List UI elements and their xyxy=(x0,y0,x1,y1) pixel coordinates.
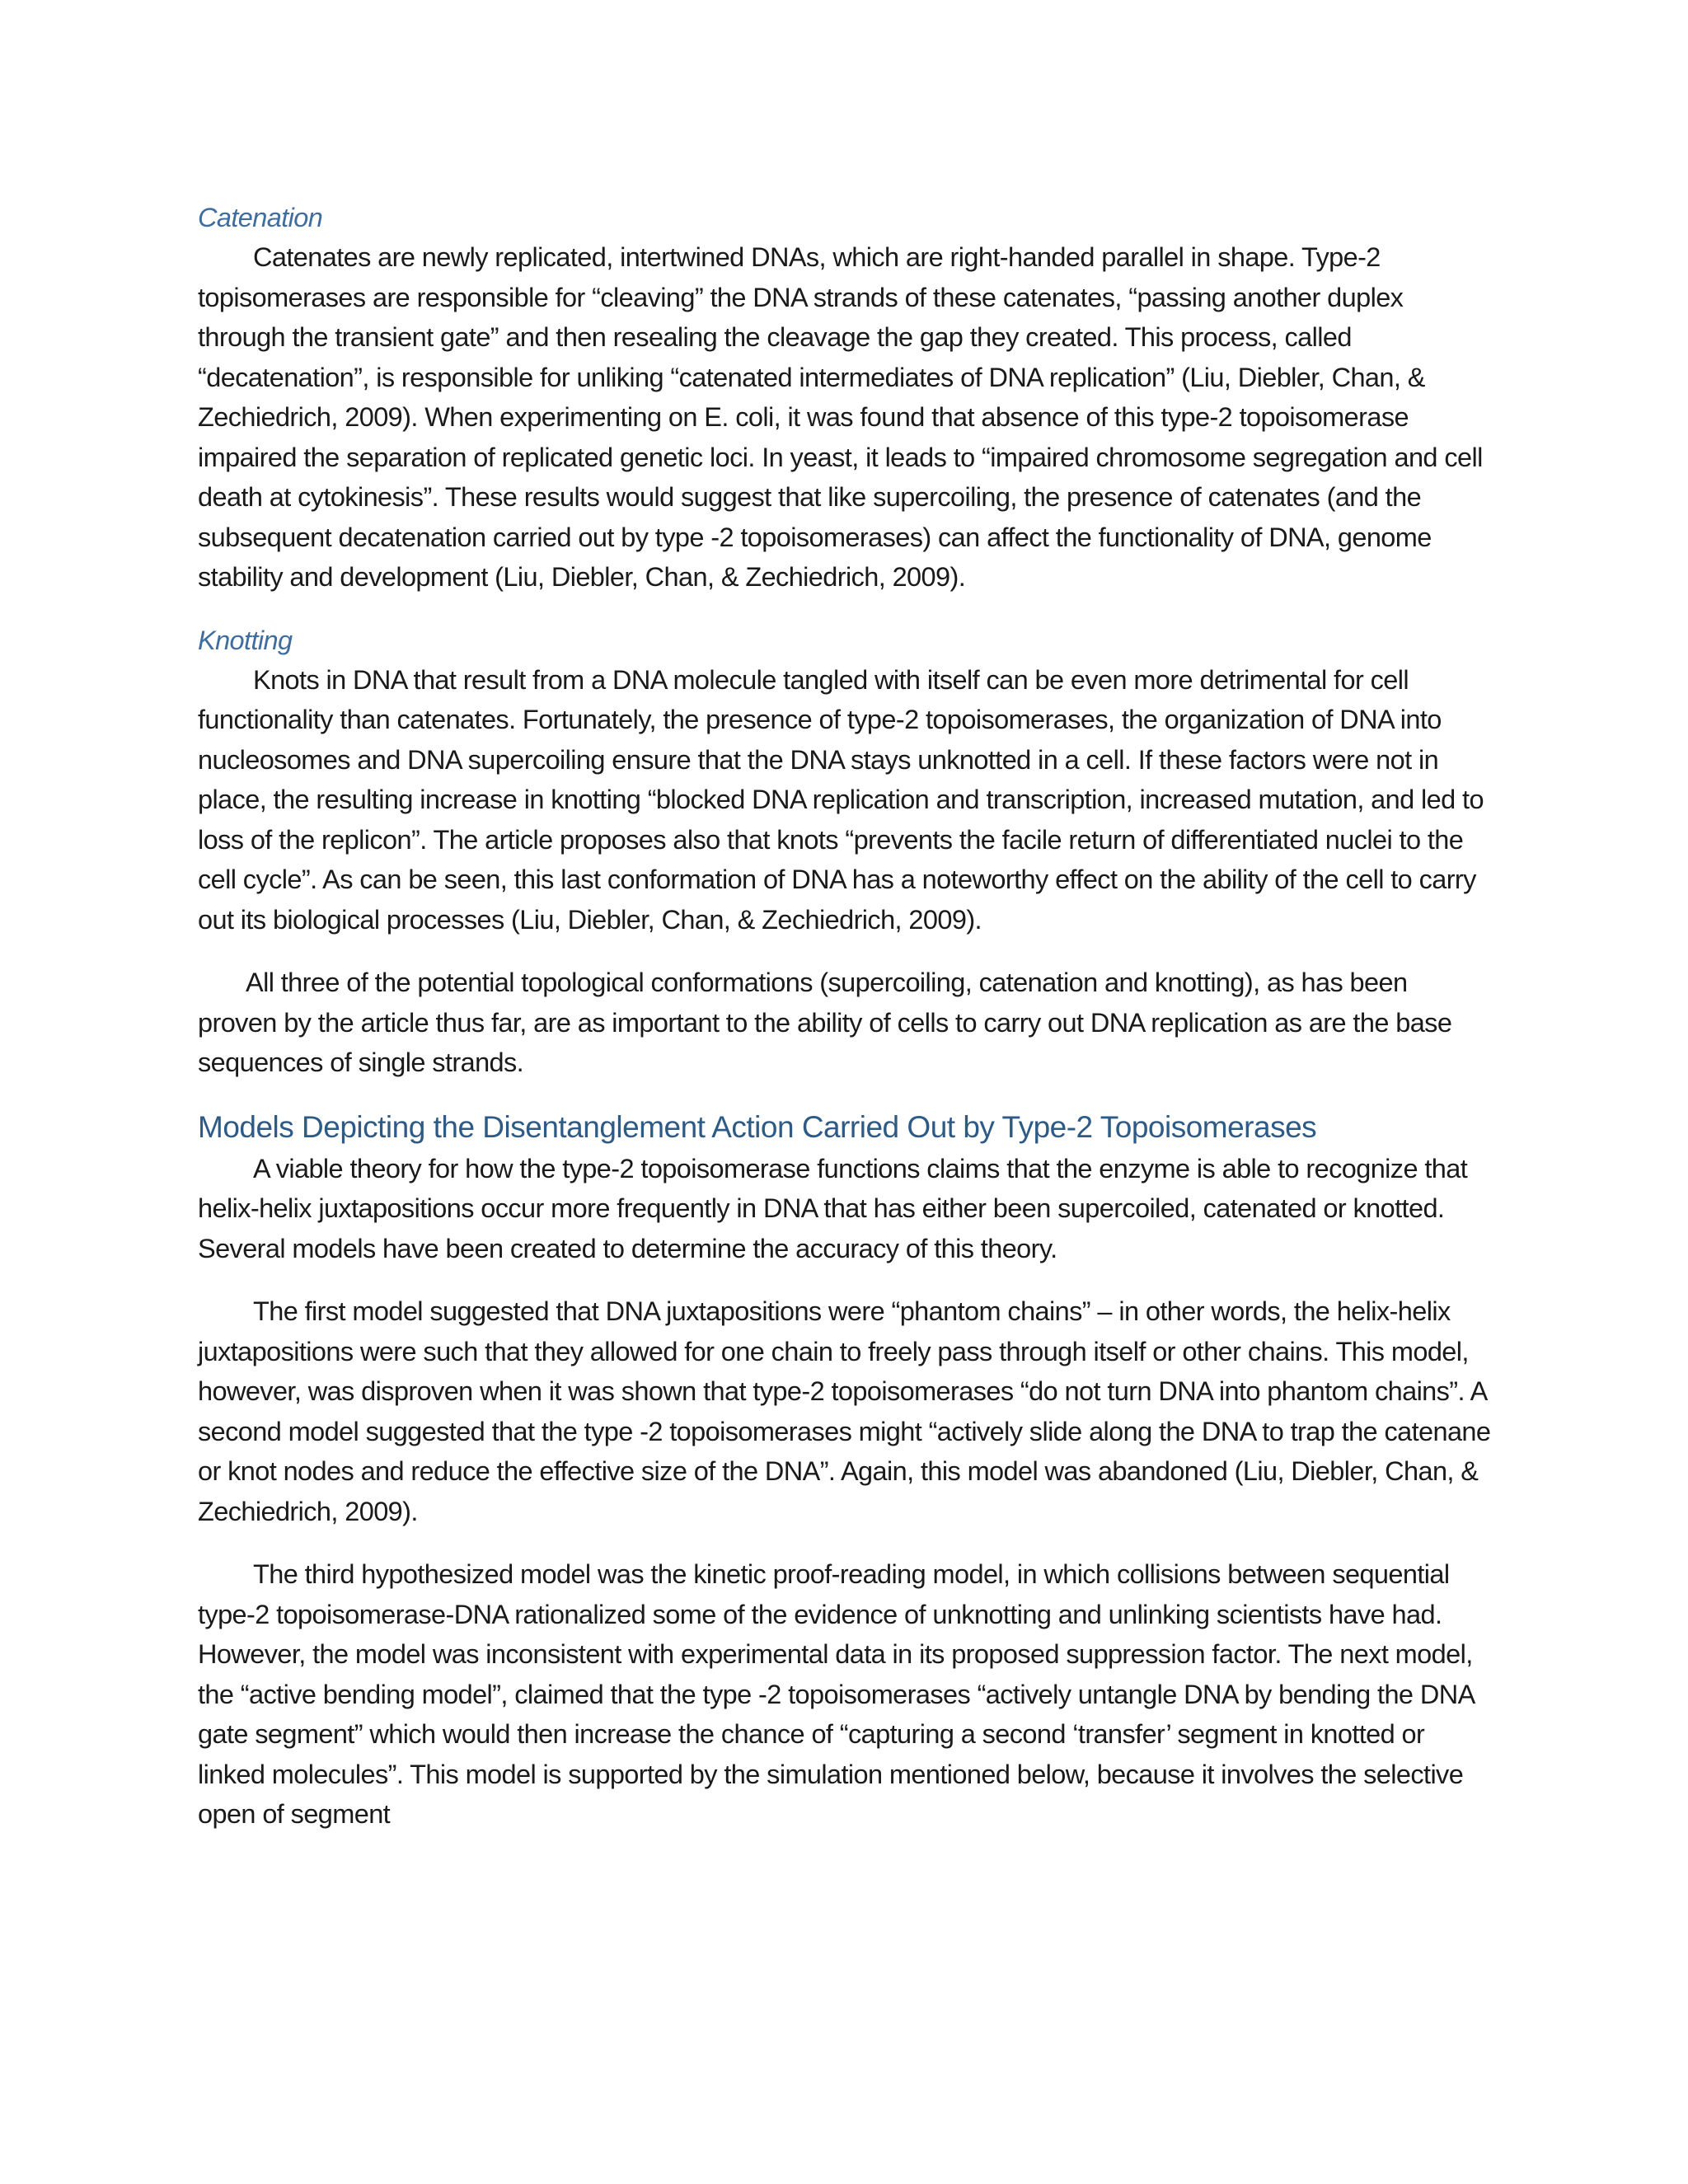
document-page xyxy=(198,198,1492,1835)
paragraph-models-3: The third hypothesized model was the kinetic proof-reading model, in which collisions between sequential type-2 topoisomerase-DNA rationalized some of the evidence of unknotting and unlinking scientists have had. However, the model was inconsistent with experimental data in its proposed suppression factor. The next model, the “active bending model”, claimed that the type -2 topoisomerases “actively untangle DNA by bending the DNA gate segment” which would then increase the chance of “capturing a second ‘transfer’ segment in knotted or linked molecules”. This model is supported by the simulation mentioned below, because it involves the selective open of segment xyxy=(198,1559,1474,1829)
heading-models: Models Depicting the Disentanglement Action Carried Out by Type-2 Topoisomerases xyxy=(198,1109,1317,1144)
paragraph-catenation: Catenates are newly replicated, intertwined DNAs, which are right-handed parallel in shape. Type-2 topisomerases are responsible for “cleaving” the DNA strands of these catenates, “passing another duplex through the transient gate” and then resealing the cleavage the gap they created. This process, called “decatenation”, is responsible for unliking “catenated intermediates of DNA replication” (Liu, Diebler, Chan, & Zechiedrich, 2009). When experimenting on E. coli, it was found that absence of this type-2 topoisomerase impaired the separation of replicated genetic loci. In yeast, it leads to “impaired chromosome segregation and cell death at cytokinesis”. These results would suggest that like supercoiling, the presence of catenates (and the subsequent decatenation carried out by type -2 topoisomerases) can affect the functionality of DNA, genome stability and development (Liu, Diebler, Chan, & Zechiedrich, 2009). xyxy=(198,242,1483,592)
heading-knotting: Knotting xyxy=(198,625,293,655)
paragraph-knotting-1: Knots in DNA that result from a DNA molecule tangled with itself can be even more detrimental for cell functionality than catenates. Fortunately, the presence of type-2 topoisomerases, the organization of DNA into nucleosomes and DNA supercoiling ensure that the DNA stays unknotted in a cell. If these factors were not in place, the resulting increase in knotting “blocked DNA replication and transcription, increased mutation, and led to loss of the replicon”. The article proposes also that knots “prevents the facile return of differentiated nuclei to the cell cycle”. As can be seen, this last conformation of DNA has a noteworthy effect on the ability of the cell to carry out its biological processes (Liu, Diebler, Chan, & Zechiedrich, 2009). xyxy=(198,664,1484,935)
paragraph-knotting-2: All three of the potential topological conformations (supercoiling, catenation and knotting), as has been proven by the article thus far, are as important to the ability of cells to carry out DNA replication as are the base sequences of single strands. xyxy=(198,968,1452,1077)
paragraph-models-2: The first model suggested that DNA juxtapositions were “phantom chains” – in other words, the helix-helix juxtapositions were such that they allowed for one chain to freely pass through itself or other chains. This model, however, was disproven when it was shown that type-2 topoisomerases “do not turn DNA into phantom chains”. A second model suggested that the type -2 topoisomerases might “actively slide along the DNA to trap the catenane or knot nodes and reduce the effective size of the DNA”. Again, this model was abandoned (Liu, Diebler, Chan, & Zechiedrich, 2009). xyxy=(198,1296,1491,1526)
heading-catenation: Catenation xyxy=(198,203,323,232)
paragraph-models-1: A viable theory for how the type-2 topoisomerase functions claims that the enzyme is able to recognize that helix-helix juxtapositions occur more frequently in DNA that has either been supercoiled, catenated or knotted. Several models have been created to determine the accuracy of this theory. xyxy=(198,1153,1468,1263)
